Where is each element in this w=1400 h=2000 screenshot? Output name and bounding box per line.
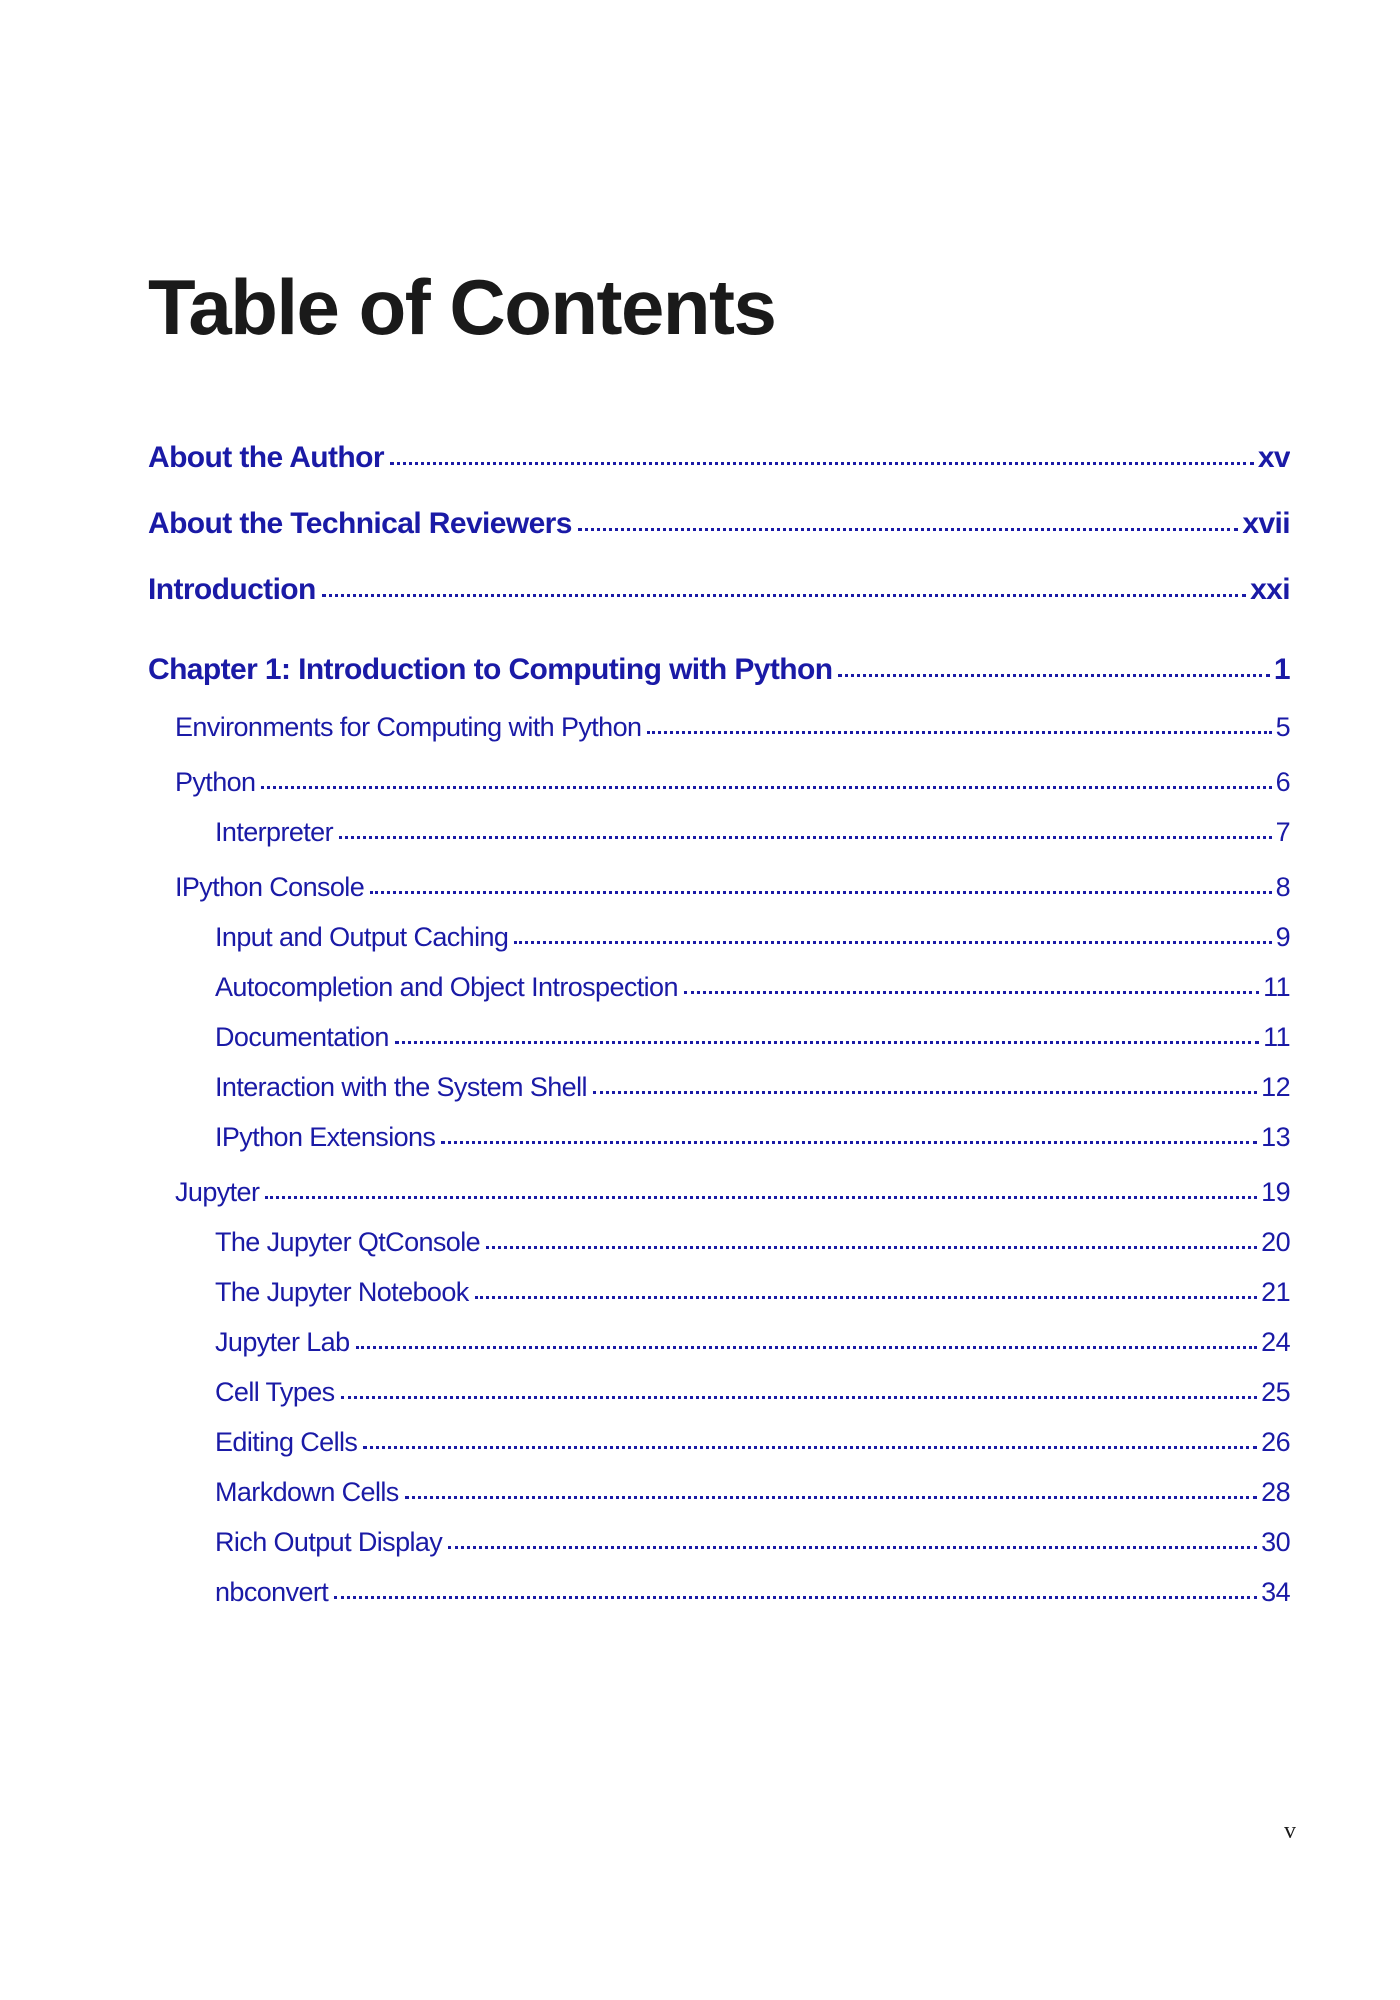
dot-leader <box>363 1446 1257 1449</box>
toc-entry-interaction-with-the-system-shell[interactable] <box>215 1072 1290 1103</box>
page-number: v <box>1284 1818 1296 1844</box>
toc-entry-ipython-console[interactable] <box>175 872 1290 903</box>
dot-leader <box>339 836 1272 839</box>
toc-entry-input-and-output-caching[interactable] <box>215 922 1290 953</box>
toc-entry-page: 28 <box>1261 1477 1290 1507</box>
dot-leader <box>838 674 1269 677</box>
toc-entry-label: Jupyter <box>175 1177 260 1207</box>
dot-leader <box>370 891 1271 894</box>
dot-leader <box>405 1496 1257 1499</box>
toc-entry-the-jupyter-notebook[interactable] <box>215 1277 1290 1308</box>
toc-entry-page: 12 <box>1261 1072 1290 1102</box>
toc-entry-cell-types[interactable] <box>215 1377 1290 1408</box>
toc-entry-label: The Jupyter Notebook <box>215 1277 469 1307</box>
dot-leader <box>334 1596 1257 1599</box>
toc-entry-page: xv <box>1257 441 1290 474</box>
toc-entry-documentation[interactable] <box>215 1022 1290 1053</box>
toc-entry-label: nbconvert <box>215 1577 329 1607</box>
dot-leader <box>486 1246 1257 1249</box>
toc-entry-page: 6 <box>1275 767 1290 797</box>
toc-entry-label: Interaction with the System Shell <box>215 1072 587 1102</box>
toc-entry-page: 11 <box>1263 1022 1290 1052</box>
toc-entry-label: Documentation <box>215 1022 389 1052</box>
toc-entry-label: About the Author <box>148 441 384 474</box>
toc-entry-python[interactable] <box>175 767 1290 798</box>
toc-entry-label: Chapter 1: Introduction to Computing with Python <box>148 653 833 686</box>
toc-entry-label: Interpreter <box>215 817 333 847</box>
dot-leader <box>684 991 1259 994</box>
toc-entry-label: Jupyter Lab <box>215 1327 350 1357</box>
toc-entry-page: 25 <box>1261 1377 1290 1407</box>
toc-entry-page: 8 <box>1275 872 1290 902</box>
dot-leader <box>395 1041 1259 1044</box>
toc-entry-page: xvii <box>1242 507 1290 540</box>
toc-entry-introduction[interactable] <box>148 573 1290 607</box>
toc-entry-page: xxi <box>1250 573 1290 606</box>
toc-entry-label: Cell Types <box>215 1377 335 1407</box>
dot-leader <box>261 786 1271 789</box>
toc-entry-chapter-1[interactable] <box>148 653 1290 687</box>
toc-entry-interpreter[interactable] <box>215 817 1290 848</box>
dot-leader <box>448 1546 1257 1549</box>
toc-entry-the-jupyter-qtconsole[interactable] <box>215 1227 1290 1258</box>
toc-entry-environments-for-computing-with-python[interactable] <box>175 712 1290 743</box>
dot-leader <box>356 1346 1258 1349</box>
dot-leader <box>514 941 1271 944</box>
dot-leader <box>441 1141 1257 1144</box>
toc-entry-about-the-technical-reviewers[interactable] <box>148 507 1290 541</box>
toc-entry-label: IPython Extensions <box>215 1122 436 1152</box>
toc-entry-page: 26 <box>1261 1427 1290 1457</box>
toc-entry-autocompletion-and-object-introspection[interactable] <box>215 972 1290 1003</box>
dot-leader <box>593 1091 1257 1094</box>
toc-entry-label: The Jupyter QtConsole <box>215 1227 481 1257</box>
toc-entry-jupyter[interactable] <box>175 1177 1290 1208</box>
toc-entry-label: Autocompletion and Object Introspection <box>215 972 678 1002</box>
toc-entry-page: 9 <box>1275 922 1290 952</box>
toc-entry-page: 30 <box>1261 1527 1290 1557</box>
dot-leader <box>322 594 1246 597</box>
toc-entry-page: 24 <box>1261 1327 1290 1357</box>
toc-entry-label: Python <box>175 767 256 797</box>
dot-leader <box>265 1196 1257 1199</box>
dot-leader <box>647 731 1271 734</box>
toc-entry-markdown-cells[interactable] <box>215 1477 1290 1508</box>
toc-entry-label: About the Technical Reviewers <box>148 507 572 540</box>
toc-entry-page: 11 <box>1263 972 1290 1002</box>
toc-entry-page: 21 <box>1261 1277 1290 1307</box>
toc-entry-page: 19 <box>1261 1177 1290 1207</box>
dot-leader <box>475 1296 1258 1299</box>
toc-entry-jupyter-lab[interactable] <box>215 1327 1290 1358</box>
toc-entry-page: 34 <box>1261 1577 1290 1607</box>
toc-entry-page: 5 <box>1275 712 1290 742</box>
toc-entry-label: IPython Console <box>175 872 365 902</box>
toc-entry-rich-output-display[interactable] <box>215 1527 1290 1558</box>
toc-entry-editing-cells[interactable] <box>215 1427 1290 1458</box>
toc-entry-ipython-extensions[interactable] <box>215 1122 1290 1153</box>
dot-leader <box>578 528 1239 531</box>
toc-entry-label: Rich Output Display <box>215 1527 443 1557</box>
toc-entry-page: 13 <box>1261 1122 1290 1152</box>
toc-entry-page: 20 <box>1261 1227 1290 1257</box>
dot-leader <box>390 462 1254 465</box>
toc-entry-label: Editing Cells <box>215 1427 358 1457</box>
toc-entry-nbconvert[interactable] <box>215 1577 1290 1608</box>
toc-entry-page: 7 <box>1275 817 1290 847</box>
dot-leader <box>341 1396 1258 1399</box>
toc-entry-label: Environments for Computing with Python <box>175 712 642 742</box>
toc-entry-about-the-author[interactable] <box>148 441 1290 475</box>
toc-entry-label: Input and Output Caching <box>215 922 509 952</box>
page-title: Table of Contents <box>148 263 776 351</box>
toc-entry-page: 1 <box>1273 653 1290 686</box>
toc-entry-label: Introduction <box>148 573 316 606</box>
toc-entry-label: Markdown Cells <box>215 1477 399 1507</box>
